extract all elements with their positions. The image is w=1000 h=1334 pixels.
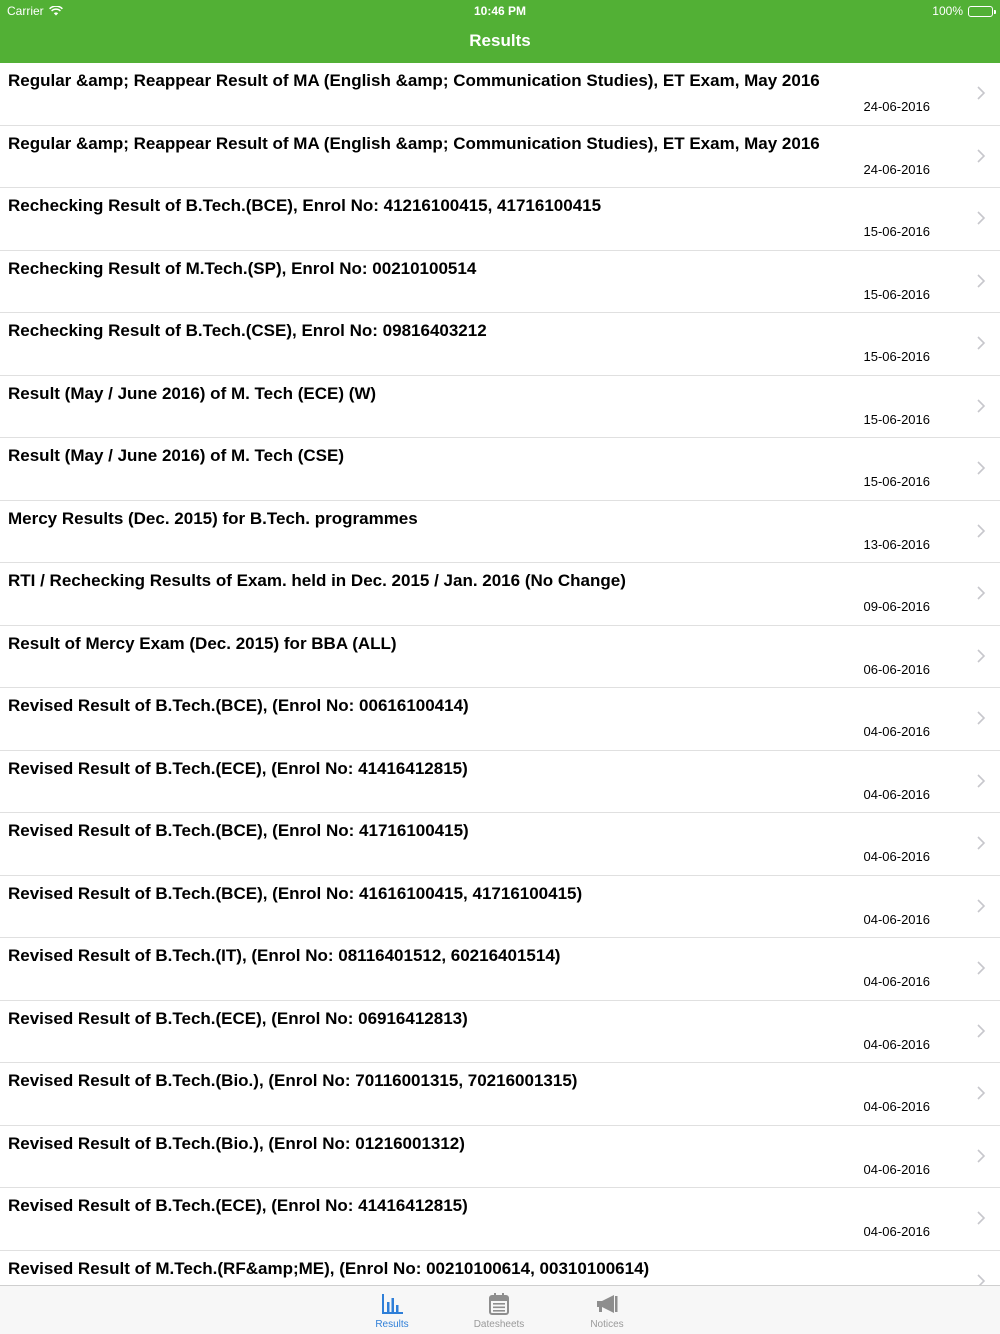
result-title: Revised Result of B.Tech.(BCE), (Enrol No: 41616100415, 41716100415) [8,883,583,903]
result-title: Result (May / June 2016) of M. Tech (ECE) (W) [8,383,377,403]
tab-notices-label: Notices [590,1319,624,1330]
list-item[interactable] [0,751,1000,814]
header-bar [0,0,1000,63]
result-date: 04-06-2016 [863,1161,930,1177]
chevron-right-icon [976,1148,986,1164]
clock: 10:46 PM [473,4,527,18]
calendar-icon [486,1292,512,1316]
chevron-right-icon [976,1273,986,1286]
battery-icon [968,6,993,17]
list-item[interactable] [0,63,1000,126]
result-title: RTI / Rechecking Results of Exam. held in Dec. 2015 / Jan. 2016 (No Change) [8,571,626,590]
list-item[interactable] [0,438,1000,501]
result-title: Rechecking Result of M.Tech.(SP), Enrol No: 00210100514 [8,258,477,278]
tab-results-label: Results [375,1319,409,1330]
list-item[interactable] [0,501,1000,564]
list-item[interactable] [0,1126,1000,1189]
list-item[interactable] [0,1001,1000,1064]
result-title: Revised Result of M.Tech.(RF&amp;ME), (Enrol No: 00210100614, 00310100614) [8,1258,650,1278]
result-date: 04-06-2016 [863,849,930,864]
chevron-right-icon [976,460,986,476]
result-date: 04-06-2016 [863,786,930,802]
result-date: 15-06-2016 [863,411,930,427]
chevron-right-icon [976,773,986,789]
result-date: 13-06-2016 [863,536,930,552]
battery-indicator [932,4,993,18]
result-title: Regular &amp; Reappear Result of MA (English &amp; Communication Studies), ET Exam, May 2016 [8,71,820,90]
chevron-right-icon [976,1210,986,1226]
list-item[interactable] [0,563,1000,626]
megaphone-icon [594,1292,620,1316]
wifi-icon [49,6,63,16]
chevron-right-icon [976,585,986,601]
battery-percent: 100% [932,4,963,18]
tab-datesheets[interactable] [444,1286,554,1334]
chevron-right-icon [976,1023,986,1039]
list-item[interactable] [0,1188,1000,1251]
list-item[interactable] [0,251,1000,314]
chevron-right-icon [976,960,986,976]
result-date: 15-06-2016 [863,474,930,489]
result-title: Revised Result of B.Tech.(Bio.), (Enrol No: 70116001315, 70216001315) [8,1071,578,1090]
result-date: 24-06-2016 [863,161,930,177]
list-item[interactable] [0,813,1000,876]
result-title: Result of Mercy Exam (Dec. 2015) for BBA (ALL) [8,633,397,653]
tab-results[interactable] [337,1286,447,1334]
chevron-right-icon [976,210,986,226]
result-title: Rechecking Result of B.Tech.(CSE), Enrol No: 09816403212 [8,321,487,340]
result-title: Revised Result of B.Tech.(BCE), (Enrol No: 00616100414) [8,696,469,715]
result-title: Mercy Results (Dec. 2015) for B.Tech. programmes [8,508,418,528]
chevron-right-icon [976,523,986,539]
chevron-right-icon [976,898,986,914]
list-item[interactable] [0,688,1000,751]
results-list[interactable] [0,63,1000,1285]
bar-chart-icon [379,1292,405,1316]
chevron-right-icon [976,710,986,726]
result-title: Revised Result of B.Tech.(Bio.), (Enrol No: 01216001312) [8,1133,465,1153]
list-item[interactable] [0,876,1000,939]
result-date: 15-06-2016 [863,286,930,302]
chevron-right-icon [976,1085,986,1101]
result-date: 04-06-2016 [863,1099,930,1114]
chevron-right-icon [976,148,986,164]
carrier-indicator [7,4,63,18]
result-date: 15-06-2016 [863,349,930,364]
list-item[interactable] [0,1251,1000,1286]
result-date: 15-06-2016 [863,224,930,239]
chevron-right-icon [976,835,986,851]
tab-notices[interactable] [552,1286,662,1334]
chevron-right-icon [976,85,986,101]
result-title: Revised Result of B.Tech.(IT), (Enrol No: 08116401512, 60216401514) [8,946,561,965]
result-date: 04-06-2016 [863,1036,930,1052]
result-title: Revised Result of B.Tech.(ECE), (Enrol No: 06916412813) [8,1008,468,1028]
result-date: 09-06-2016 [863,599,930,614]
result-title: Revised Result of B.Tech.(ECE), (Enrol No: 41416412815) [8,758,468,778]
chevron-right-icon [976,398,986,414]
tab-datesheets-label: Datesheets [473,1319,525,1330]
list-item[interactable] [0,188,1000,251]
result-date: 04-06-2016 [863,911,930,927]
page-title: Results [469,31,531,50]
list-item[interactable] [0,626,1000,689]
chevron-right-icon [976,273,986,289]
result-date: 04-06-2016 [863,724,930,739]
list-item[interactable] [0,126,1000,189]
result-date: 04-06-2016 [863,1224,930,1239]
result-date: 06-06-2016 [863,661,930,677]
result-title: Revised Result of B.Tech.(BCE), (Enrol No: 41716100415) [8,821,469,840]
result-date: 04-06-2016 [863,974,930,989]
result-title: Regular &amp; Reappear Result of MA (English &amp; Communication Studies), ET Exam, May 2016 [8,133,820,153]
result-date: 24-06-2016 [863,99,930,114]
result-title: Revised Result of B.Tech.(ECE), (Enrol No: 41416412815) [8,1196,468,1215]
list-item[interactable] [0,313,1000,376]
list-item[interactable] [0,938,1000,1001]
tab-bar [0,1285,1000,1334]
status-bar [0,0,1000,20]
result-title: Result (May / June 2016) of M. Tech (CSE) [8,446,344,465]
result-title: Rechecking Result of B.Tech.(BCE), Enrol No: 41216100415, 41716100415 [8,196,602,215]
list-item[interactable] [0,1063,1000,1126]
list-item[interactable] [0,376,1000,439]
chevron-right-icon [976,335,986,351]
carrier-label: Carrier [7,4,44,18]
chevron-right-icon [976,648,986,664]
